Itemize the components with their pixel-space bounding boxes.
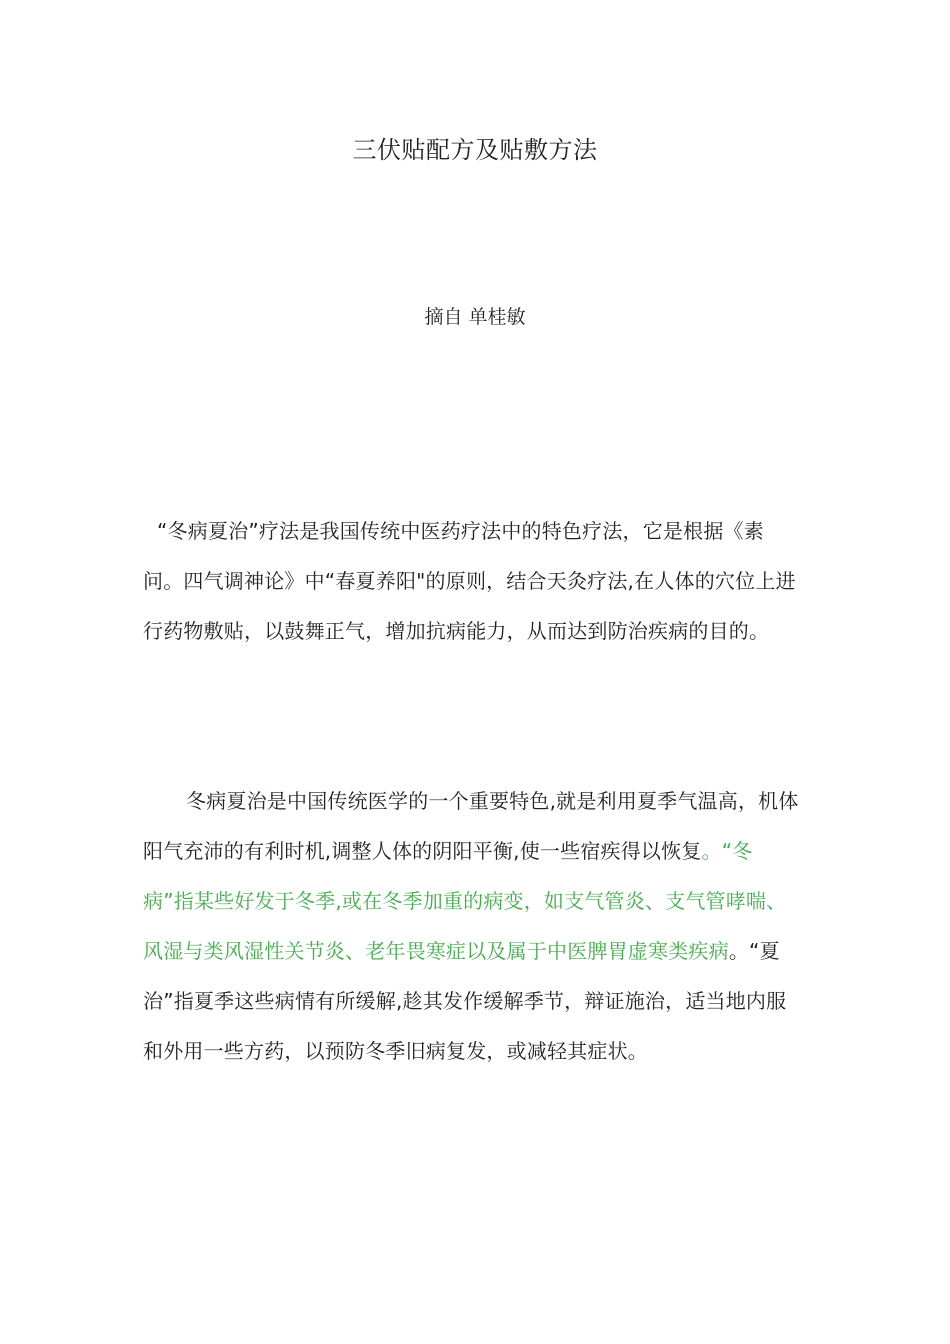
paragraph-intro-text: “冬病夏治”疗法是我国传统中医药疗法中的特色疗法，它是根据《素问。四气调神论》中“春夏养阳"的原则，结合天灸疗法,在人体的穴位上进行药物敷贴，以鼓舞正气，增加抗病能力，从而达到防治疾病的目的。	[143, 519, 796, 643]
document-author: 摘自 单桂敏	[424, 306, 526, 328]
paragraph-explanation	[143, 776, 803, 1076]
paragraph-explanation-text-end: 。“夏治”指夏季这些病情有所缓解,趁其发作缓解季节，辩证施治，适当地内服和外用一些方药，以预防冬季旧病复发，或减轻其症状。	[143, 939, 787, 1063]
paragraph-intro	[143, 506, 803, 656]
document-title: 三伏贴配方及贴敷方法	[352, 136, 598, 164]
paragraph-explanation-text: 冬病夏治是中国传统医学的一个重要特色,就是利用夏季气温高，机体阳气充沛的有利时机,调整人体的阴阳平衡,使一些宿疾得以恢复	[143, 789, 799, 863]
highlighted-text: 。“冬病”指某些好发于冬季,或在冬季加重的病变，如支气管炎、支气管哮喘、风湿与类风湿性关节炎、老年畏寒症以及属于中医脾胃虚寒类疾病	[143, 839, 787, 963]
